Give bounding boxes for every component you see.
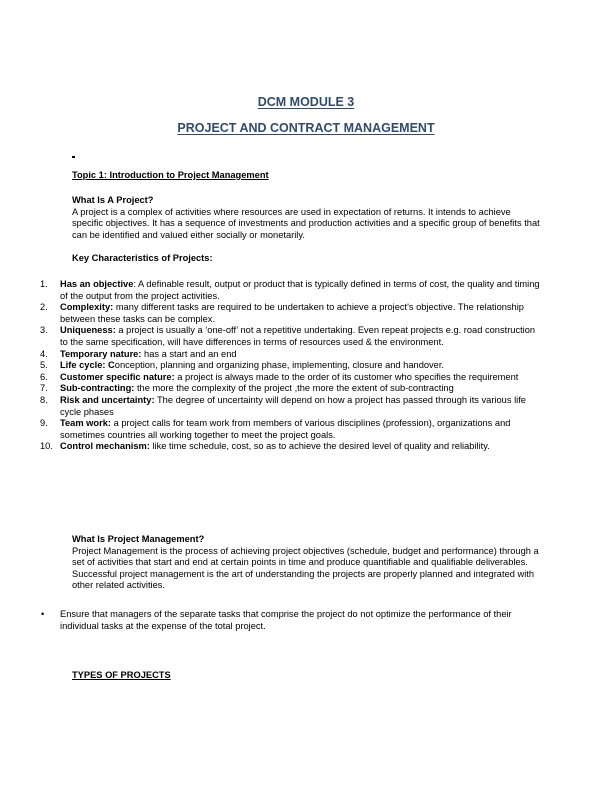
list-number: 6. <box>40 371 48 382</box>
characteristics-list <box>40 279 540 453</box>
list-term: Team work: <box>60 418 111 429</box>
list-text: a project is always made to the order of its customer who specifies the requirement <box>177 371 519 382</box>
list-text: a project is usually a ‘one-off’ not a repetitive undertaking. Even repeat projects e.g. road construction to the same specification, will have differences in terms of resources used & the environment. <box>60 325 536 347</box>
list-text: a project calls for team work from members of various disciplines (profession), organizations and sometimes countries all working together to meet the project goals. <box>60 418 511 440</box>
list-number: 5. <box>40 360 48 371</box>
list-text: A definable result, output or product that is typically defined in terms of cost, the quality and timing of the output from the project activities. <box>60 279 540 301</box>
list-number: 4. <box>40 348 48 359</box>
stray-mark <box>72 156 75 158</box>
list-term: Complexity: <box>60 302 114 313</box>
list-term: Temporary nature: <box>60 348 142 359</box>
list-item <box>40 279 540 302</box>
list-item <box>40 302 540 325</box>
section-what-is-project <box>72 195 542 241</box>
list-item <box>40 418 540 441</box>
bullet-icon: • <box>41 609 45 619</box>
list-separator: : <box>133 279 139 289</box>
list-item <box>40 372 540 384</box>
list-number: 3. <box>40 325 48 336</box>
section-paragraph: A project is a complex of activities where resources are used in expectation of returns. It intends to achieve specific objectives. It has a sequence of investments and production activities and a specific group of benefits that can be identified and valued either socially or monetarily. <box>72 206 540 240</box>
list-text: The degree of uncertainty will depend on how a project has passed through its various life cycle phases <box>60 394 526 417</box>
list-term: Risk and uncertainty: <box>60 394 155 405</box>
list-number: 8. <box>40 394 48 405</box>
topic-heading: Topic 1: Introduction to Project Management <box>72 170 269 180</box>
list-text: has a start and an end <box>144 348 237 359</box>
list-item <box>40 325 540 348</box>
list-text: like time schedule, cost, so as to achieve the desired level of quality and reliability. <box>152 441 490 452</box>
module-title: DCM MODULE 3 <box>257 95 355 109</box>
list-number: 7. <box>40 383 48 394</box>
list-term: Uniqueness: <box>60 325 116 336</box>
list-item <box>40 349 540 361</box>
section-what-is-project-management <box>72 534 542 592</box>
bullet-text: Ensure that managers of the separate tasks that comprise the project do not optimize the performance of their individual tasks at the expense of the total project. <box>60 609 512 631</box>
types-of-projects-heading: TYPES OF PROJECTS <box>72 670 171 680</box>
list-term: Has an objective <box>60 279 134 289</box>
list-term: Customer specific nature: <box>60 371 175 382</box>
list-term: Sub-contracting: <box>60 383 135 394</box>
section-heading: What Is A Project? <box>72 195 154 205</box>
list-text: onception, planning and organizing phase, implementing, closure and handover. <box>114 360 445 371</box>
list-item <box>40 395 540 418</box>
key-characteristics-heading: Key Characteristics of Projects: <box>72 253 213 263</box>
list-term: Life cycle: C <box>60 360 115 371</box>
section-heading: What Is Project Management? <box>72 534 205 544</box>
bullet-list <box>40 609 540 632</box>
list-term: Control mechanism: <box>60 441 150 452</box>
list-number: 1. <box>40 279 48 289</box>
list-item <box>40 441 540 453</box>
module-subtitle: PROJECT AND CONTRACT MANAGEMENT <box>177 121 435 135</box>
list-text: many different tasks are required to be undertaken to achieve a project's objective. The relationship between these tasks can be complex. <box>60 302 524 324</box>
list-number: 10. <box>40 441 53 452</box>
section-paragraph: Project Management is the process of achieving project objectives (schedule, budget and performance) through a set of activities that start and end at certain points in time and produce quantifiable and qualifiable deliverables. Successful project management is the art of understanding the projects are properly planned and integrated with other related activities. <box>72 545 539 591</box>
list-number: 9. <box>40 418 48 429</box>
list-text: the more the complexity of the project ,the more the extent of sub-contracting <box>136 383 454 394</box>
list-number: 2. <box>40 302 48 313</box>
list-item <box>40 360 540 372</box>
list-item <box>40 383 540 395</box>
bullet-item <box>40 609 540 632</box>
